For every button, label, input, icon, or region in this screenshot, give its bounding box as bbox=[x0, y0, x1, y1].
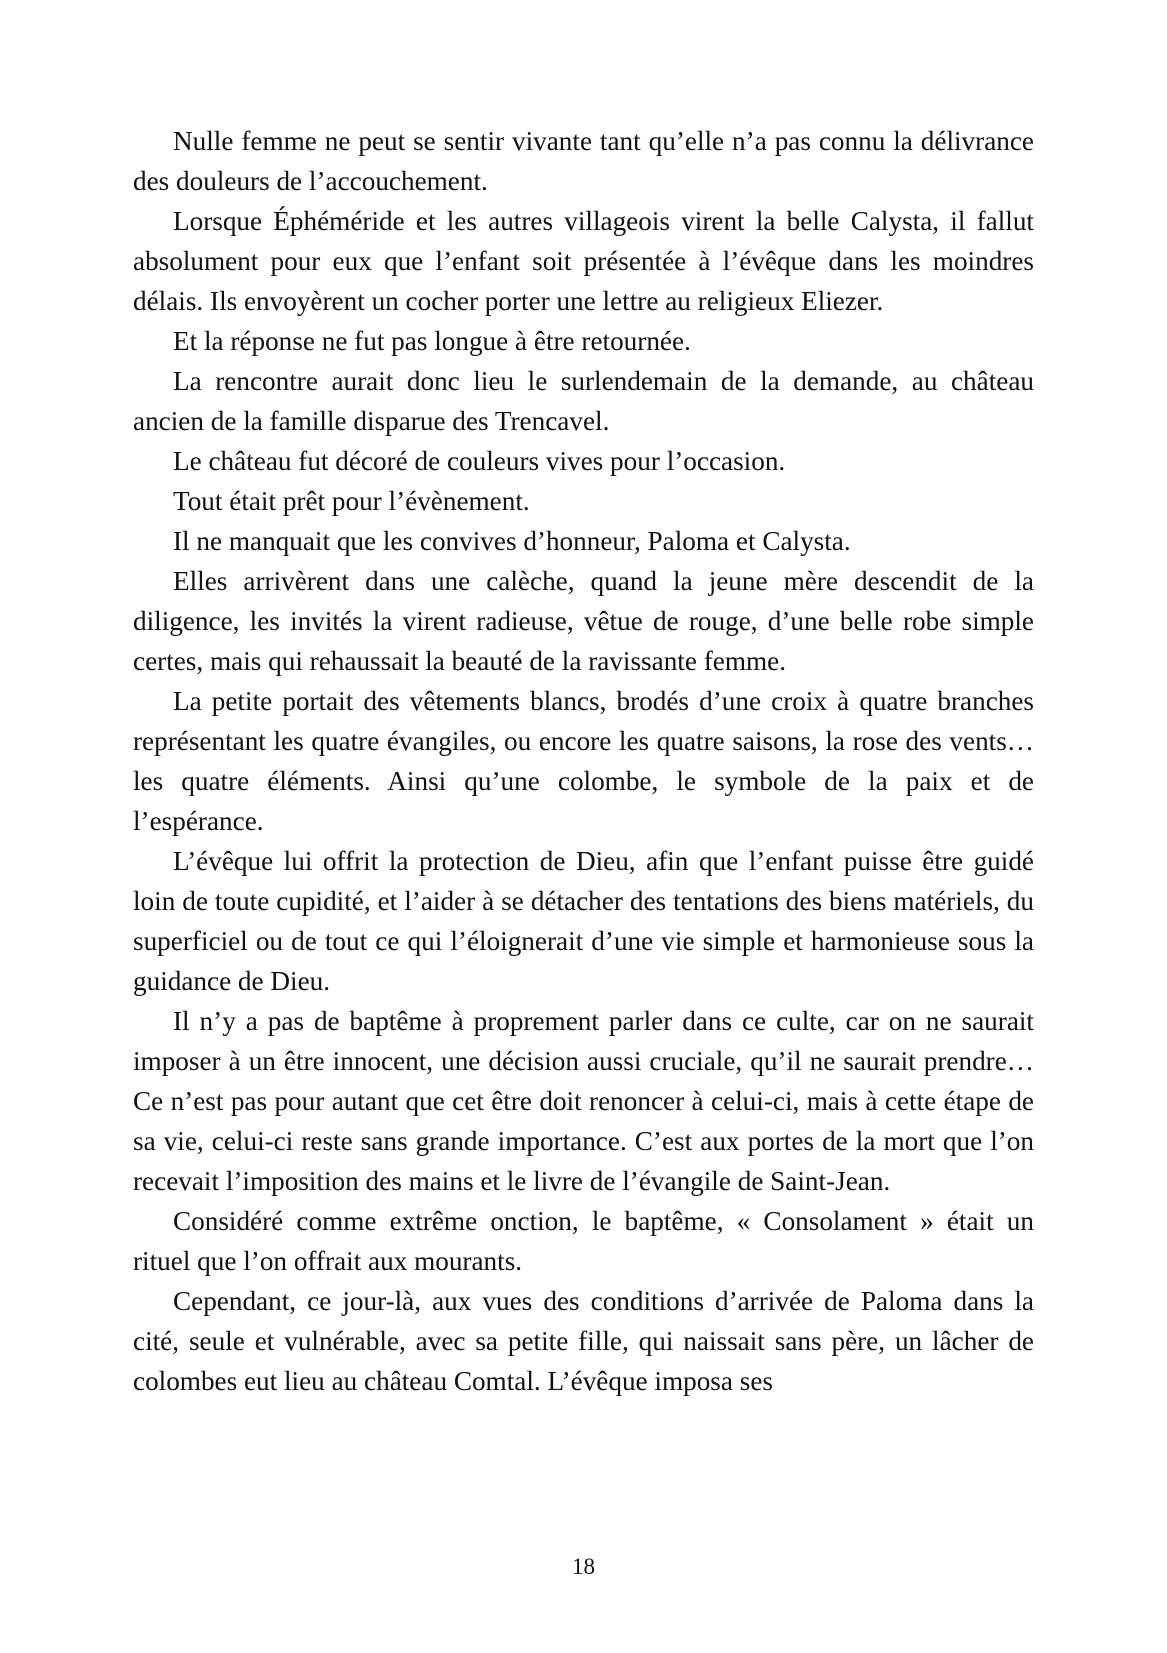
paragraph: La rencontre aurait donc lieu le surlendemain de la demande, au château ancien de la famille disparue des Trencavel. bbox=[133, 366, 1034, 436]
body-text bbox=[133, 121, 1034, 1401]
paragraph: Elles arrivèrent dans une calèche, quand la jeune mère descendit de la diligence, les invités la virent radieuse, vêtue de rouge, d’une belle robe simple certes, mais qui rehaussait la beauté de la ravissante femme. bbox=[133, 566, 1034, 676]
paragraph: La petite portait des vêtements blancs, brodés d’une croix à quatre branches représentant les quatre évangiles, ou encore les quatre saisons, la rose des vents… les quatre éléments. Ainsi qu’une colombe, le symbole de la paix et de l’espérance. bbox=[133, 686, 1034, 836]
paragraph: Cependant, ce jour-là, aux vues des conditions d’arrivée de Paloma dans la cité, seule et vulnérable, avec sa petite fille, qui naissait sans père, un lâcher de colombes eut lieu au château Comtal. L’évêque imposa ses bbox=[133, 1286, 1034, 1396]
paragraph: Il n’y a pas de baptême à proprement parler dans ce culte, car on ne saurait imposer à un être innocent, une décision aussi cruciale, qu’il ne saurait prendre… Ce n’est pas pour autant que cet être doit renoncer à celui-ci, mais à cette étape de sa vie, celui-ci reste sans grande importance. C’est aux portes de la mort que l’on recevait l’imposition des mains et le livre de l’évangile de Saint-Jean. bbox=[133, 1006, 1034, 1196]
page-number: 18 bbox=[572, 1554, 595, 1579]
paragraph: Considéré comme extrême onction, le baptême, « Consolament » était un rituel que l’on offrait aux mourants. bbox=[133, 1206, 1034, 1276]
paragraph: L’évêque lui offrit la protection de Dieu, afin que l’enfant puisse être guidé loin de toute cupidité, et l’aider à se détacher des tentations des biens matériels, du superficiel ou de tout ce qui l’éloignerait d’une vie simple et harmonieuse sous la guidance de Dieu. bbox=[133, 846, 1034, 996]
paragraph: Nulle femme ne peut se sentir vivante tant qu’elle n’a pas connu la délivrance des douleurs de l’accouchement. bbox=[133, 126, 1034, 196]
paragraph: Il ne manquait que les convives d’honneur, Paloma et Calysta. bbox=[173, 526, 851, 556]
paragraph: Lorsque Éphéméride et les autres villageois virent la belle Calysta, il fallut absolument pour eux que l’enfant soit présentée à l’évêque dans les moindres délais. Ils envoyèrent un cocher porter une lettre au religieux Eliezer. bbox=[133, 206, 1034, 316]
paragraph: Tout était prêt pour l’évènement. bbox=[173, 486, 530, 516]
paragraph: Le château fut décoré de couleurs vives pour l’occasion. bbox=[173, 446, 786, 476]
paragraph: Et la réponse ne fut pas longue à être retournée. bbox=[173, 326, 691, 356]
